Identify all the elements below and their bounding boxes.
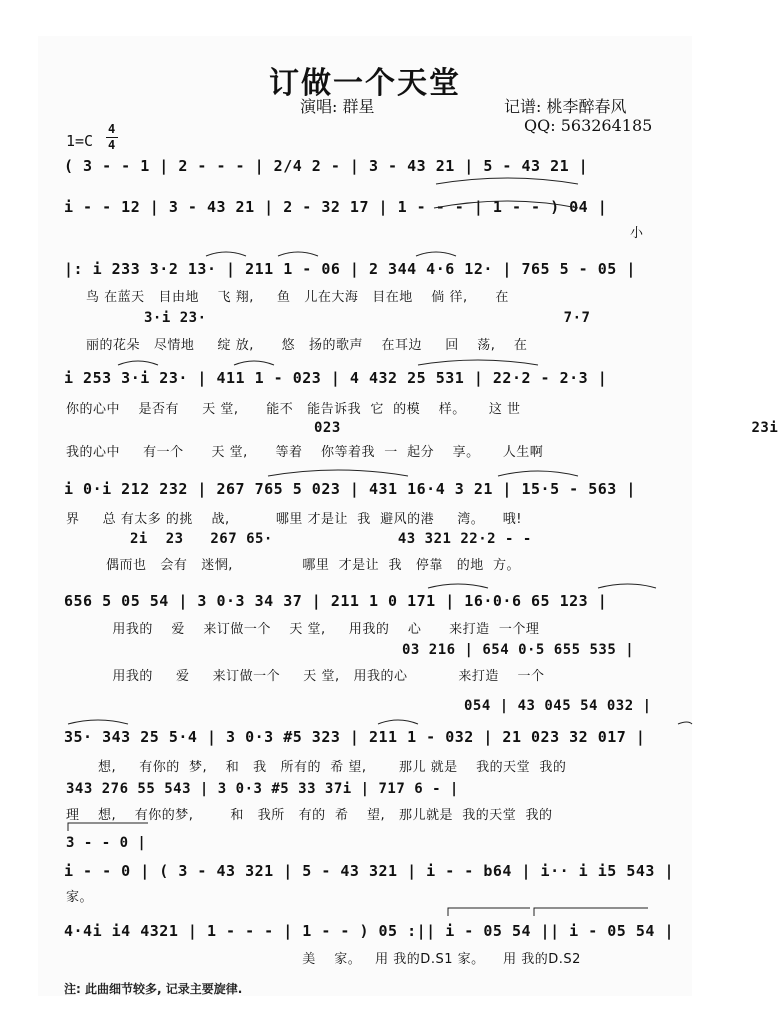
lyric-row-3-alt: 丽的花朵 尽情地 绽 放, 悠 扬的歌声 在耳边 回 荡, 在	[86, 338, 528, 353]
score-row-4-alt: 023 23i	[314, 420, 778, 436]
lyric-row-8: 理 想, 有你的梦, 和 我所 有的 希 望, 那儿就是 我的天堂 我的	[66, 808, 553, 823]
score-row-3-alt: 3·i 23· 7·7	[144, 310, 591, 326]
score-row-1: ( 3 - - 1 | 2 - - - | 2/4 2 - | 3 - 43 21 | 5 - 43 21 |	[64, 157, 589, 175]
score-row-6-alt: 03 216 | 654 0·5 655 535 |	[402, 642, 635, 658]
qq-contact: QQ: 563264185	[524, 116, 653, 135]
lyric-row-4: 你的心中 是否有 天 堂, 能不 能告诉我 它 的模 样。 这 世	[66, 402, 521, 417]
score-row-6: 656 5 05 54 | 3 0·3 34 37 | 211 1 0 171 | 16·0·6 65 123 |	[64, 592, 608, 610]
transcriber-credit: 记谱: 桃李醉春风	[504, 97, 627, 116]
lyric-row-5-alt: 偶而也 会有 迷惘, 哪里 才是让 我 停靠 的地 方。	[106, 558, 520, 573]
time-signature-top: 4	[108, 122, 116, 136]
lyric-row-5: 界 总 有太多 的挑 战, 哪里 才是让 我 避风的港 湾。 哦!	[66, 512, 522, 527]
key-signature: 1=C	[66, 132, 94, 150]
lyric-row-3: 鸟 在蓝天 目由地 飞 翔, 鱼 儿在大海 目在地 倘 徉, 在	[86, 290, 509, 305]
score-row-9: i - - 0 | ( 3 - 43 321 | 5 - 43 321 | i - - b64 | i·· i i5 543 |	[64, 862, 674, 880]
lyric-row-10: 美 家。 用 我的D.S1 家。 用 我的D.S2	[66, 952, 581, 967]
singer-credit: 演唱: 群星	[300, 97, 375, 116]
score-row-5-alt: 2i 23 267 65· 43 321 22·2 - -	[130, 531, 532, 547]
lyric-row-2: 小	[630, 226, 644, 241]
score-row-8: 343 276 55 543 | 3 0·3 #5 33 37i | 717 6 - |	[66, 781, 459, 797]
score-sheet	[38, 36, 778, 996]
lyric-row-4-alt: 我的心中 有一个 天 堂, 等着 你等着我 一 起分 享。 人生啊	[66, 445, 544, 460]
score-row-5: i 0·i 212 232 | 267 765 5 023 | 431 16·4 3 21 | 15·5 - 563 |	[64, 480, 636, 498]
lyric-row-6-alt: 用我的 爱 来订做一个 天 堂, 用我的心 来打造 一个	[66, 669, 545, 684]
score-row-4: i 253 3·i 23· | 411 1 - 023 | 4 432 25 531 | 22·2 - 2·3 |	[64, 369, 608, 387]
lyric-row-9: 家。	[66, 890, 94, 905]
song-title: 订做一个天堂	[269, 66, 461, 101]
time-signature-bottom: 4	[108, 138, 116, 152]
lyric-row-7: 想, 有你的 梦, 和 我 所有的 希 望, 那儿 就是 我的天堂 我的	[98, 760, 567, 775]
score-row-8-ending: 3 - - 0 |	[66, 835, 147, 851]
footnote: 注: 此曲细节较多, 记录主要旋律.	[64, 982, 243, 996]
lyric-row-6: 用我的 爱 来订做一个 天 堂, 用我的 心 来打造 一个理	[66, 622, 540, 637]
score-row-3: |: i 233 3·2 13· | 211 1 - 06 | 2 344 4·6 12· | 765 5 - 05 |	[64, 260, 636, 278]
score-row-10: 4·4i i4 4321 | 1 - - - | 1 - - ) 05 :|| i - 05 54 || i - 05 54 |	[64, 922, 674, 940]
score-row-7: 35· 343 25 5·4 | 3 0·3 #5 323 | 211 1 - 032 | 21 023 32 017 |	[64, 728, 646, 746]
score-row-7-pickup: 054 | 43 045 54 032 |	[464, 698, 652, 714]
score-row-2: i - - 12 | 3 - 43 21 | 2 - 32 17 | 1 - - - | 1 - - ) 04 |	[64, 198, 608, 216]
